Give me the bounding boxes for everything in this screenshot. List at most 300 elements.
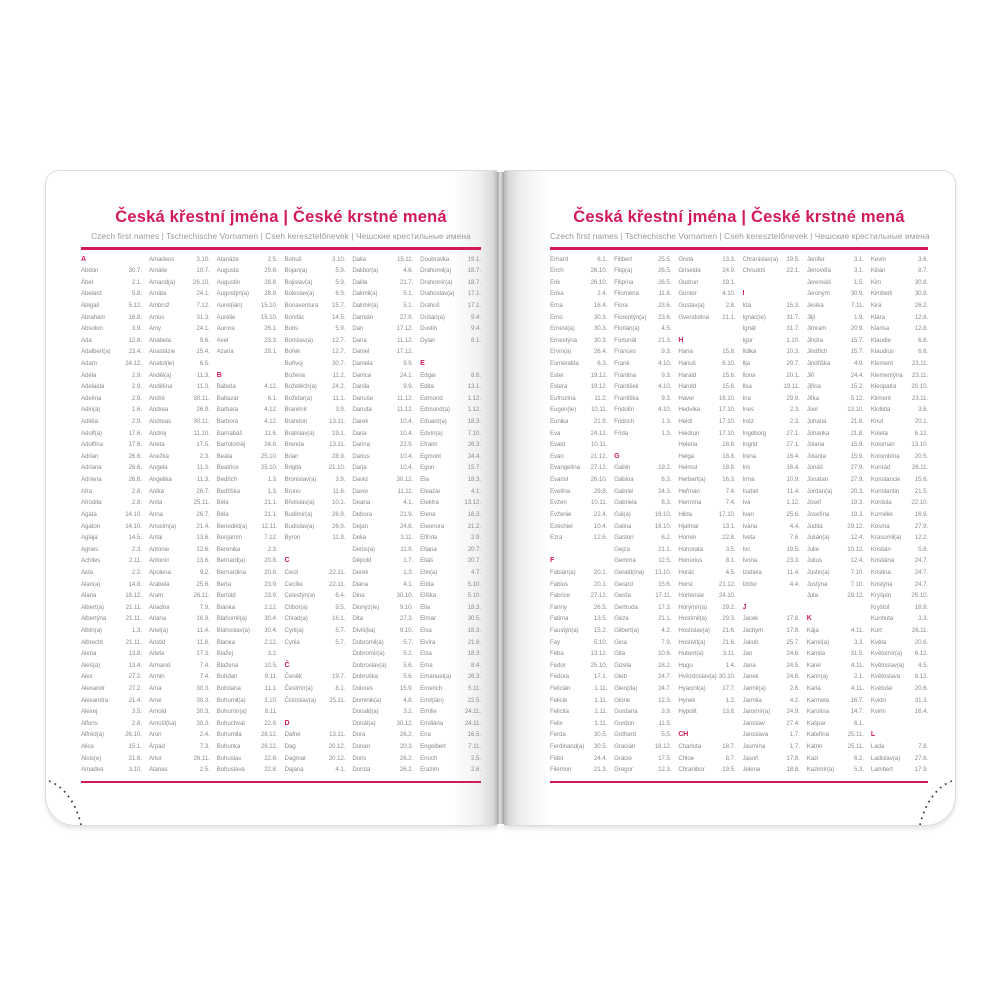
given-name: Harald (678, 371, 696, 379)
name-entry (352, 254, 413, 266)
name-day-date: 29.12. (847, 522, 864, 530)
name-entry (217, 521, 278, 533)
given-name: Danuta (352, 406, 372, 414)
given-name: Emanuel(a) (420, 673, 452, 681)
name-day-date: 3.10. (128, 766, 142, 774)
given-name: Jolanta (806, 452, 826, 460)
blank-cell (284, 706, 345, 718)
name-day-date: 1.3. (661, 418, 672, 426)
name-day-date: 16.7. (850, 696, 864, 704)
name-day-date: 3.6. (918, 255, 928, 263)
name-day-date: 15.6. (914, 476, 928, 484)
name-day-date: 16.10. (654, 510, 672, 518)
blank-cell (871, 718, 928, 730)
name-day-date: 21.4. (128, 696, 142, 704)
given-name: Dafné (284, 731, 301, 739)
name-entry (807, 544, 864, 556)
name-day-date: 4.1. (403, 580, 414, 588)
name-day-date: 2.6. (471, 766, 481, 774)
name-day-date: 13.4. (128, 661, 142, 669)
given-name: Donát(a) (352, 719, 376, 727)
name-entry (352, 509, 413, 521)
name-entry (743, 474, 800, 486)
name-entry (871, 277, 928, 289)
name-entry (807, 590, 864, 602)
name-day-date: 12.8. (914, 325, 928, 333)
given-name: Hortensie (678, 592, 704, 600)
name-entry (550, 451, 607, 463)
name-day-date: 17.1. (467, 290, 481, 298)
given-name: Harold (678, 383, 696, 391)
name-day-date: 15.10. (260, 313, 278, 321)
name-day-date: 17.1. (593, 673, 608, 681)
name-day-date: 1.3. (267, 487, 278, 495)
name-entry (352, 613, 413, 625)
given-name: Arleta (148, 650, 165, 658)
perforation-dots-icon (47, 775, 91, 827)
name-day-date: 25.11. (847, 743, 864, 751)
name-day-date: 16.4. (914, 708, 928, 716)
name-entry (81, 660, 142, 672)
given-name: Aurel(ián) (216, 301, 243, 309)
given-name: Alfons (81, 719, 98, 727)
given-name: Emerich (420, 685, 443, 693)
given-name: Alice (81, 743, 94, 751)
name-day-date: 20.1. (593, 568, 608, 576)
name-entry (284, 671, 345, 683)
name-entry (352, 648, 413, 660)
name-entry (149, 300, 210, 312)
given-name: Karin(a) (806, 673, 828, 681)
name-entry (217, 660, 278, 672)
name-entry (420, 288, 481, 300)
given-name: Adéla (81, 371, 97, 379)
given-name: Brandon (284, 418, 308, 426)
section-letter: G (614, 452, 620, 460)
name-entry (871, 579, 928, 591)
given-name: Amand(a) (148, 278, 176, 286)
name-entry (614, 660, 671, 672)
name-day-date: 8.1. (725, 557, 736, 565)
name-entry (550, 486, 607, 498)
name-day-date: 7.6. (789, 534, 800, 542)
name-day-date: 29.12. (847, 592, 864, 600)
name-day-date: 13.10. (654, 568, 672, 576)
name-day-date: 13.1. (722, 522, 736, 530)
given-name: Elfrída (420, 534, 438, 542)
name-entry (217, 671, 278, 683)
given-name: Gábina (614, 476, 634, 484)
name-day-date: 23.6. (658, 301, 672, 309)
name-entry (81, 323, 142, 335)
name-day-date: 31.7. (786, 325, 800, 333)
given-name: Heidrun (678, 429, 700, 437)
given-name: Klára (870, 313, 885, 321)
given-name: Krasomil(a) (870, 534, 902, 542)
name-entry (550, 497, 607, 509)
name-entry (149, 393, 210, 405)
name-entry (149, 637, 210, 649)
given-name: Ctirad(a) (284, 615, 308, 623)
given-name: Benjamín (216, 534, 242, 542)
given-name: Amy (148, 325, 161, 333)
name-entry (743, 671, 800, 683)
given-name: Ella (420, 603, 431, 611)
given-name: Květomír(a) (870, 650, 903, 658)
blank-cell (743, 590, 800, 602)
name-day-date: 27.9. (850, 464, 864, 472)
name-day-date: 30.5. (467, 615, 481, 623)
name-day-date: 17.10. (718, 418, 736, 426)
given-name: Eva (550, 429, 561, 437)
blank-cell (614, 439, 671, 451)
name-day-date: 27.4. (786, 719, 800, 727)
name-day-date: 4.2. (789, 696, 800, 704)
given-name: Bartoloměj (216, 441, 246, 449)
name-entry (81, 648, 142, 660)
name-day-date: 5.2. (403, 650, 414, 658)
name-day-date: 4.10. (722, 290, 736, 298)
name-entry (678, 312, 735, 324)
name-day-date: 4.12. (264, 418, 278, 426)
given-name: Alan(a) (81, 580, 101, 588)
given-name: Jaroslav (742, 719, 765, 727)
name-entry (550, 474, 607, 486)
given-name: Anděl(a) (148, 371, 172, 379)
name-entry (149, 486, 210, 498)
name-entry (614, 497, 671, 509)
name-day-date: 31.3. (196, 313, 210, 321)
name-entry (871, 474, 928, 486)
name-day-date: 17.12. (396, 325, 414, 333)
given-name: Edmund(a) (420, 406, 450, 414)
name-day-date: 9.10. (399, 603, 414, 611)
name-day-date: 26.10. (590, 278, 608, 286)
given-name: Gál(a) (614, 510, 631, 518)
name-day-date: 13.3. (722, 255, 736, 263)
name-entry (807, 393, 864, 405)
name-entry (217, 312, 278, 324)
given-name: Klarisa (870, 325, 890, 333)
name-day-date: 11.9. (400, 545, 414, 553)
name-entry (420, 648, 481, 660)
name-entry (217, 625, 278, 637)
name-entry (420, 764, 481, 776)
name-entry (81, 404, 142, 416)
given-name: Adolfína (81, 441, 103, 449)
given-name: Albert(a) (81, 603, 104, 611)
given-name: Eugen(ie) (550, 406, 576, 414)
name-entry (352, 590, 413, 602)
given-name: Adin(a) (81, 406, 101, 414)
given-name: Dan (352, 325, 364, 333)
given-name: Ignác(ie) (742, 313, 766, 321)
name-day-date: 2.3. (199, 452, 210, 460)
given-name: Hjalmar (678, 522, 699, 530)
given-name: Fabrice (550, 592, 570, 600)
name-day-date: 4.5. (725, 568, 736, 576)
name-day-date: 26.2. (399, 766, 414, 774)
name-entry (871, 613, 928, 625)
name-day-date: 21.11. (125, 615, 142, 623)
given-name: Ivana (742, 522, 758, 530)
name-day-date: 30.4. (264, 627, 278, 634)
given-name: Bruno (284, 487, 301, 495)
name-entry (807, 428, 864, 440)
given-name: Jindra (806, 336, 823, 344)
name-day-date: 24.7. (914, 568, 928, 576)
name-entry (743, 439, 800, 451)
given-name: Fridrich (614, 418, 634, 426)
name-day-date: 24.1. (196, 325, 210, 333)
given-name: Konstancie (870, 476, 901, 484)
name-day-date: 28.12. (260, 731, 278, 739)
name-entry (550, 335, 607, 347)
name-entry (420, 439, 481, 451)
name-day-date: 30.10. (718, 673, 736, 681)
name-entry (352, 381, 413, 393)
bottom-rule (550, 781, 928, 783)
given-name: Josefína (806, 510, 830, 518)
name-day-date: 25.5. (658, 255, 672, 263)
name-entry (149, 567, 210, 579)
name-entry (149, 753, 210, 765)
name-day-date: 23.4. (128, 348, 142, 356)
name-entry (550, 404, 607, 416)
given-name: Árpád (148, 743, 165, 751)
name-day-date: 12.11. (261, 522, 278, 530)
name-entry (743, 416, 800, 428)
name-entry (550, 509, 607, 521)
name-day-date: 4.1. (471, 487, 481, 495)
given-name: Karel (806, 661, 821, 669)
name-day-date: 7.10. (850, 580, 864, 588)
name-entry (217, 474, 278, 486)
given-name: Celestýn(a) (284, 592, 316, 600)
given-name: Daria (352, 429, 367, 437)
name-day-date: 29.1. (264, 348, 278, 356)
name-entry (420, 300, 481, 312)
given-name: Bonaventura (284, 301, 319, 309)
name-entry (420, 567, 481, 579)
given-name: Kliment (870, 394, 891, 402)
name-day-date: 14.10. (125, 522, 142, 530)
name-day-date: 16.5. (467, 731, 481, 739)
given-name: Jitka (806, 394, 819, 402)
name-entry (81, 613, 142, 625)
name-day-date: 6.6. (918, 336, 928, 344)
name-entry (149, 660, 210, 672)
given-name: Drahomír(a) (420, 278, 453, 286)
name-entry (678, 474, 735, 486)
name-day-date: 26.11. (911, 464, 928, 472)
given-name: Gvendolína (678, 313, 709, 321)
name-entry (352, 764, 413, 776)
given-name: Eduard(a) (420, 418, 447, 426)
name-day-date: 25.11. (193, 499, 210, 507)
given-name: Eliáš (420, 557, 434, 565)
name-entry (614, 312, 671, 324)
given-name: Jasoň (742, 754, 759, 762)
given-name: Iva (742, 499, 751, 507)
name-entry (678, 265, 735, 277)
name-entry (284, 474, 345, 486)
name-day-date: 7.3. (199, 743, 210, 751)
given-name: Faustýn(a) (550, 627, 579, 634)
name-day-date: 3.5. (725, 545, 736, 553)
given-name: Kunhuta (870, 615, 894, 623)
name-day-date: 2.4. (199, 731, 210, 739)
given-name: Darek (352, 418, 369, 426)
given-name: Blahoslav(a) (216, 627, 250, 634)
name-day-date: 24.7. (914, 557, 928, 565)
name-entry (871, 532, 928, 544)
name-entry (678, 764, 735, 776)
given-name: Chloe (678, 754, 695, 762)
name-day-date: 20.8. (264, 557, 278, 565)
name-entry (871, 741, 928, 753)
name-day-date: 29.8. (264, 267, 278, 275)
name-day-date: 17.3. (196, 650, 210, 658)
name-day-date: 5.7. (335, 638, 346, 646)
name-day-date: 24.11. (464, 719, 481, 727)
given-name: Aneta (148, 441, 165, 449)
given-name: Fabius (550, 580, 568, 588)
name-day-date: 30.9. (850, 290, 864, 298)
name-entry (81, 509, 142, 521)
given-name: Angelika (148, 476, 172, 484)
given-name: Elsa (420, 627, 432, 634)
given-name: Danica (352, 371, 371, 379)
given-name: Edvín(a) (420, 429, 443, 437)
given-name: Cecílie (284, 580, 303, 588)
name-day-date: 21.6. (722, 638, 736, 646)
name-day-date: 17.6. (128, 429, 142, 437)
given-name: Axel (216, 336, 229, 344)
given-name: Jenifer (806, 255, 825, 263)
name-day-date: 9.10. (399, 627, 414, 634)
given-name: Chrudoš (742, 267, 766, 275)
name-day-date: 21.1. (658, 615, 672, 623)
given-name: Elída (420, 580, 434, 588)
name-entry (743, 462, 800, 474)
name-day-date: 26.11. (193, 592, 210, 600)
given-name: Jonatan (806, 476, 829, 484)
given-name: Ena (420, 731, 431, 739)
name-entry (352, 439, 413, 451)
name-entry (550, 254, 607, 266)
name-entry (420, 486, 481, 498)
name-day-date: 4.1. (403, 499, 414, 507)
given-name: Dana (352, 336, 367, 344)
name-day-date: 5.3. (853, 766, 864, 774)
given-name: Ilja (742, 359, 751, 367)
name-entry (550, 613, 607, 625)
name-entry (678, 683, 735, 695)
name-day-date: 5.9. (335, 278, 346, 286)
name-day-date: 17.7. (722, 685, 736, 693)
name-day-date: 31.5. (850, 650, 864, 658)
top-rule (550, 247, 928, 250)
name-entry (678, 509, 735, 521)
name-day-date: 21.1. (658, 545, 672, 553)
name-day-date: 19.5. (786, 255, 800, 263)
name-entry (678, 521, 735, 533)
name-entry (352, 753, 413, 765)
name-day-date: 11.8. (196, 638, 210, 646)
name-day-date: 1.2. (725, 696, 736, 704)
name-day-date: 18.8. (786, 766, 800, 774)
name-entry (743, 613, 800, 625)
given-name: Bohunka (216, 743, 241, 751)
name-day-date: 15.3. (786, 301, 800, 309)
name-entry (284, 625, 345, 637)
given-name: Andělína (148, 383, 173, 391)
name-day-date: 15.6. (722, 383, 736, 391)
name-day-date: 19.2. (658, 464, 672, 472)
given-name: Izidor (742, 580, 758, 588)
name-entry (420, 613, 481, 625)
name-entry (284, 416, 345, 428)
given-name: Jarmil(a) (742, 685, 766, 693)
name-day-date: 31.3. (914, 696, 928, 704)
name-entry (217, 741, 278, 753)
given-name: Kvido (870, 696, 886, 704)
name-entry (284, 590, 345, 602)
name-entry (81, 567, 142, 579)
name-day-date: 6.2. (853, 754, 864, 762)
name-day-date: 24.6. (786, 650, 800, 658)
name-day-date: 15.1. (128, 743, 142, 751)
name-day-date: 25.6. (786, 510, 800, 518)
name-day-date: 11.11. (397, 487, 414, 495)
name-day-date: 7.10. (850, 568, 864, 576)
name-entry (871, 312, 928, 324)
name-day-date: 21.6. (722, 627, 736, 634)
given-name: Klaudie (870, 336, 891, 344)
given-name: Davor (352, 487, 369, 495)
given-name: Ferdinand(a) (550, 743, 585, 751)
name-day-date: 6.1. (267, 394, 278, 402)
name-day-date: 26.7. (196, 487, 210, 495)
name-entry (420, 671, 481, 683)
name-day-date: 2.3. (267, 545, 278, 553)
name-day-date: 7.4. (725, 487, 736, 495)
section-letter: J (742, 603, 747, 611)
given-name: Gertruda (614, 603, 638, 611)
name-day-date: 3.3. (853, 638, 864, 646)
given-name: Filoména (614, 290, 639, 298)
given-name: Dolores (352, 685, 373, 693)
name-entry (81, 753, 142, 765)
section-letter: H (678, 336, 684, 344)
given-name: Grácie (614, 754, 632, 762)
name-entry (871, 706, 928, 718)
given-name: Brian (284, 452, 299, 460)
given-name: Bořivoj (284, 359, 303, 367)
name-day-date: 30.8. (914, 278, 928, 286)
given-name: Gina (614, 638, 627, 646)
name-day-date: 27.3. (399, 615, 414, 623)
given-name: Béla (216, 499, 229, 507)
name-entry (614, 323, 671, 335)
name-entry (217, 265, 278, 277)
name-entry (743, 335, 800, 347)
name-day-date: 8.4. (471, 661, 481, 669)
name-day-date: 16.3. (722, 476, 736, 484)
name-entry (678, 671, 735, 683)
name-day-date: 9.3. (661, 371, 672, 379)
